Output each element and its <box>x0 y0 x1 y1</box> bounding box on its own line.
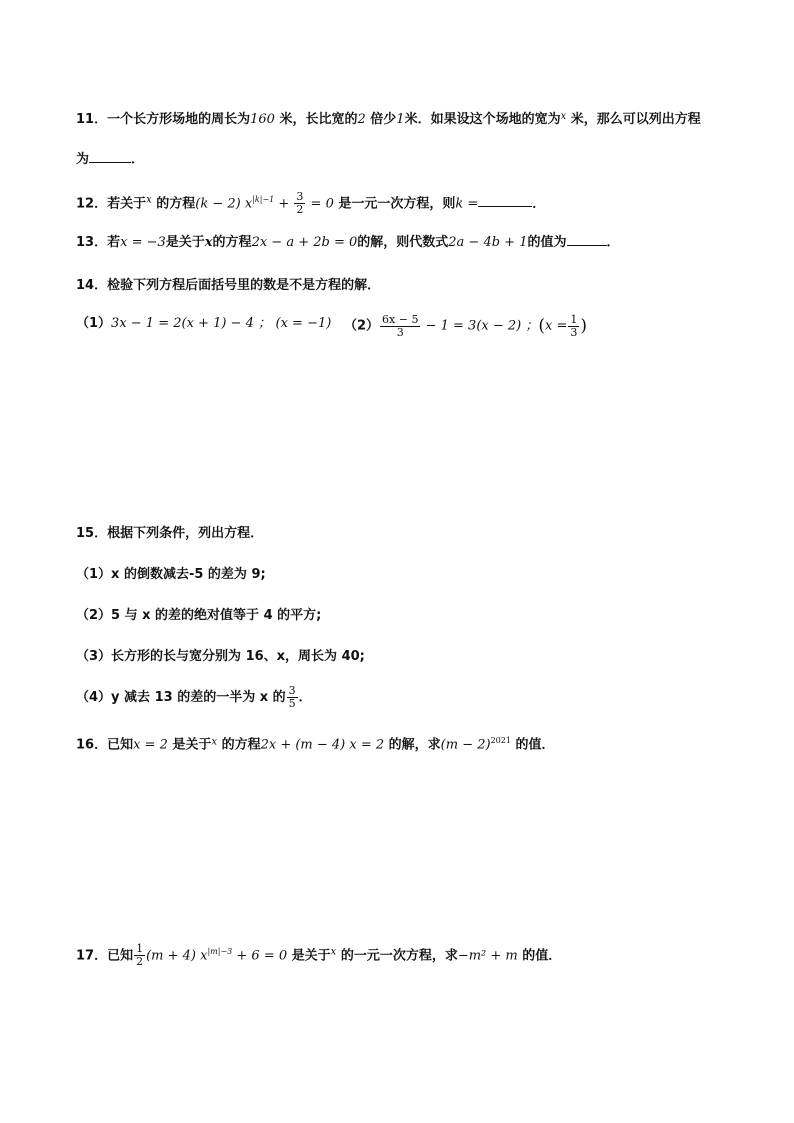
question-14-part-2: （2） $\frac{6x - 5}{3}$ − 1 = 3(x − 2) ；(x = $\frac{1}{3}$ ) <box>344 312 588 339</box>
answer-blank <box>478 192 532 207</box>
question-number: 14． <box>76 278 108 293</box>
question-12: 12．若关于$^x$ 的方程(k − 2) $x^{|k|-1}$ + $\frac{3}{2}$ = 0 是一元一次方程，则k = ． <box>76 190 546 217</box>
question-15-item-3: （3）长方形的长与宽分别为 16、x，周长为 40; <box>76 649 365 664</box>
fraction: $\frac{1}{2}$ <box>136 942 144 969</box>
fraction: $\frac{3}{2}$ <box>296 190 304 217</box>
question-number: 13． <box>76 235 108 250</box>
question-13: 13．若x = −3是关于x的方程2x − a + 2b = 0的解，则代数式2a − 4b + 1的值为 ． <box>76 231 620 253</box>
answer-blank <box>567 231 607 246</box>
fraction: $\frac{1}{3}$ <box>570 312 578 339</box>
question-number: 11． <box>76 112 108 127</box>
question-number: 12． <box>76 196 108 212</box>
question-number: 15． <box>76 526 108 541</box>
equation: (k − 2) x <box>195 196 253 212</box>
question-14-part-1: （1）3x − 1 = 2(x + 1) − 4 ； (x = −1) <box>76 316 332 331</box>
question-11-cont: 为 ． <box>76 148 144 170</box>
question-number: 17． <box>76 948 108 964</box>
answer-blank <box>89 148 131 163</box>
question-11: 11．一个长方形场地的周长为160 米，长比宽的2 倍少1米．如果设这个场地的宽为$^x$ 米，那么可以列出方程 <box>76 111 701 127</box>
equation: 2x + (m − 4) x = 2 <box>260 737 385 753</box>
question-15-item-2: （2）5 与 x 的差的绝对值等于 4 的平方; <box>76 608 322 623</box>
question-number: 16． <box>76 737 108 753</box>
fraction: $\frac{6x - 5}{3}$ <box>382 312 419 339</box>
question-14: 14．检验下列方程后面括号里的数是不是方程的解． <box>76 278 381 293</box>
question-15-item-4: （4）y 减去 13 的差的一半为 x 的 $\frac{3}{5}$ ． <box>76 684 312 710</box>
fraction: $\frac{3}{5}$ <box>288 684 296 710</box>
question-15-item-1: （1）x 的倒数减去-5 的差为 9; <box>76 567 266 582</box>
question-17: 17．已知 $\frac{1}{2}$ (m + 4) $x^{|m|-3} + 6 = 0$ 是关于$^x$ 的一元一次方程，求−m² + m 的值． <box>76 942 562 969</box>
question-16: 16．已知x = 2 是关于$^x$ 的方程2x + (m − 4) x = 2 的解，求$(m - 2)^{2021}$ 的值． <box>76 736 555 753</box>
question-15: 15．根据下列条件，列出方程． <box>76 526 264 541</box>
